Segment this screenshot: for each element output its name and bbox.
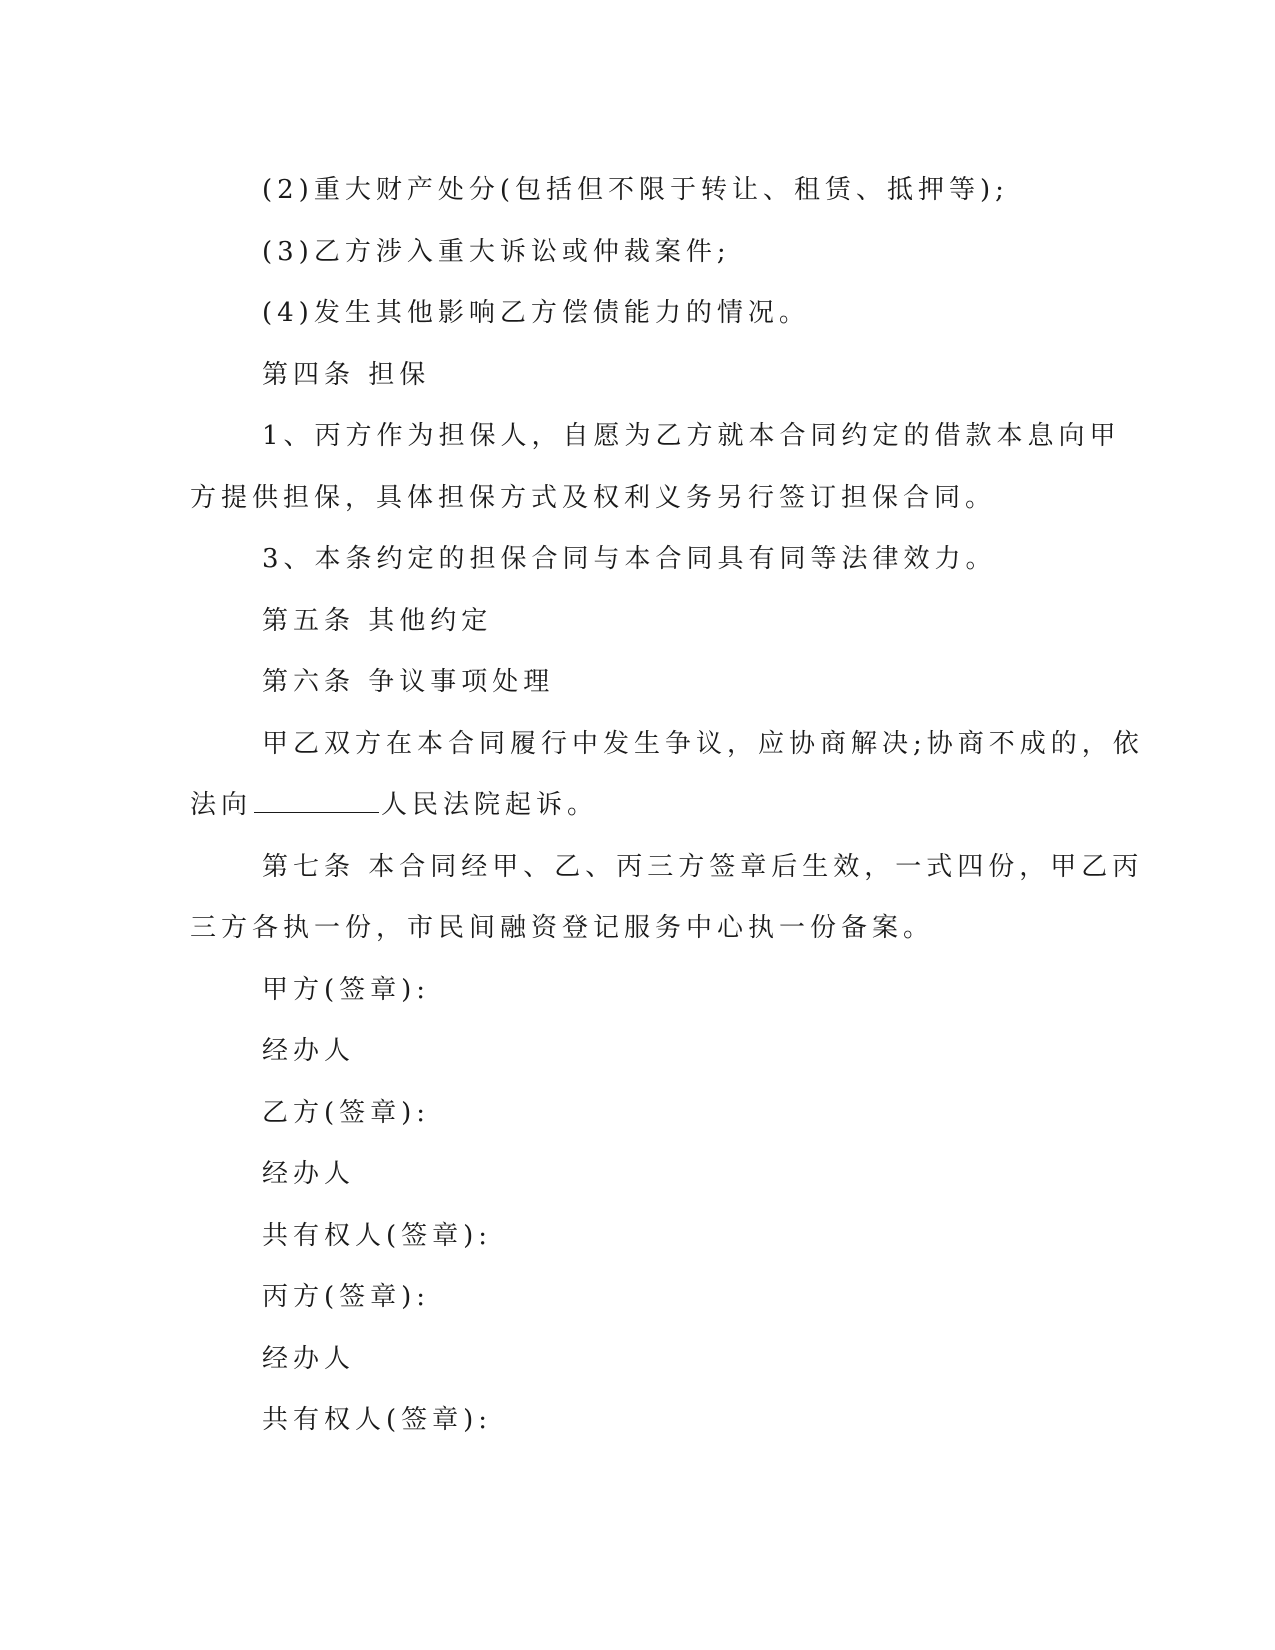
party-a-signature: 甲方(签章): <box>262 974 431 1005</box>
article-7-line-1: 第七条 本合同经甲、乙、丙三方签章后生效，一式四份，甲乙丙 <box>262 851 1144 882</box>
article-6-para-line-2 <box>190 775 1080 837</box>
article-4-para-1-line-1: 1、丙方作为担保人，自愿为乙方就本合同约定的借款本息向甲 <box>262 421 1121 451</box>
party-b-co-owner-signature: 共有权人(签章): <box>262 1220 493 1251</box>
party-a-handler: 经办人 <box>262 1036 356 1066</box>
clause-item-2: (2)重大财产处分(包括但不限于转让、租赁、抵押等); <box>262 175 1009 205</box>
party-c-handler: 经办人 <box>262 1343 356 1374</box>
party-c-signature: 丙方(签章): <box>262 1282 431 1312</box>
article-4-para-1-line-2: 方提供担保，具体担保方式及权利义务另行签订担保合同。 <box>190 482 997 513</box>
article-4-heading: 第四条 担保 <box>262 359 431 390</box>
clause-item-4: (4)发生其他影响乙方偿债能力的情况。 <box>262 298 810 328</box>
article-6-para-line-1: 甲乙双方在本合同履行中发生争议，应协商解决;协商不成的，依 <box>262 728 1144 759</box>
article-5-heading: 第五条 其他约定 <box>262 605 493 636</box>
court-name-blank <box>254 790 379 813</box>
party-b-handler: 经办人 <box>262 1159 356 1189</box>
article-7-line-2: 三方各执一份，市民间融资登记服务中心执一份备案。 <box>190 913 935 943</box>
party-c-co-owner-signature: 共有权人(签章): <box>262 1405 493 1435</box>
contract-body <box>190 160 1144 1452</box>
party-b-signature: 乙方(签章): <box>262 1097 431 1128</box>
article-6-heading: 第六条 争议事项处理 <box>262 667 555 697</box>
article-4-para-3: 3、本条约定的担保合同与本合同具有同等法律效力。 <box>262 544 997 574</box>
court-prefix-text: 法向 <box>190 790 253 820</box>
court-suffix-text: 人民法院起诉。 <box>381 790 599 820</box>
clause-item-3: (3)乙方涉入重大诉讼或仲裁案件; <box>262 236 731 267</box>
